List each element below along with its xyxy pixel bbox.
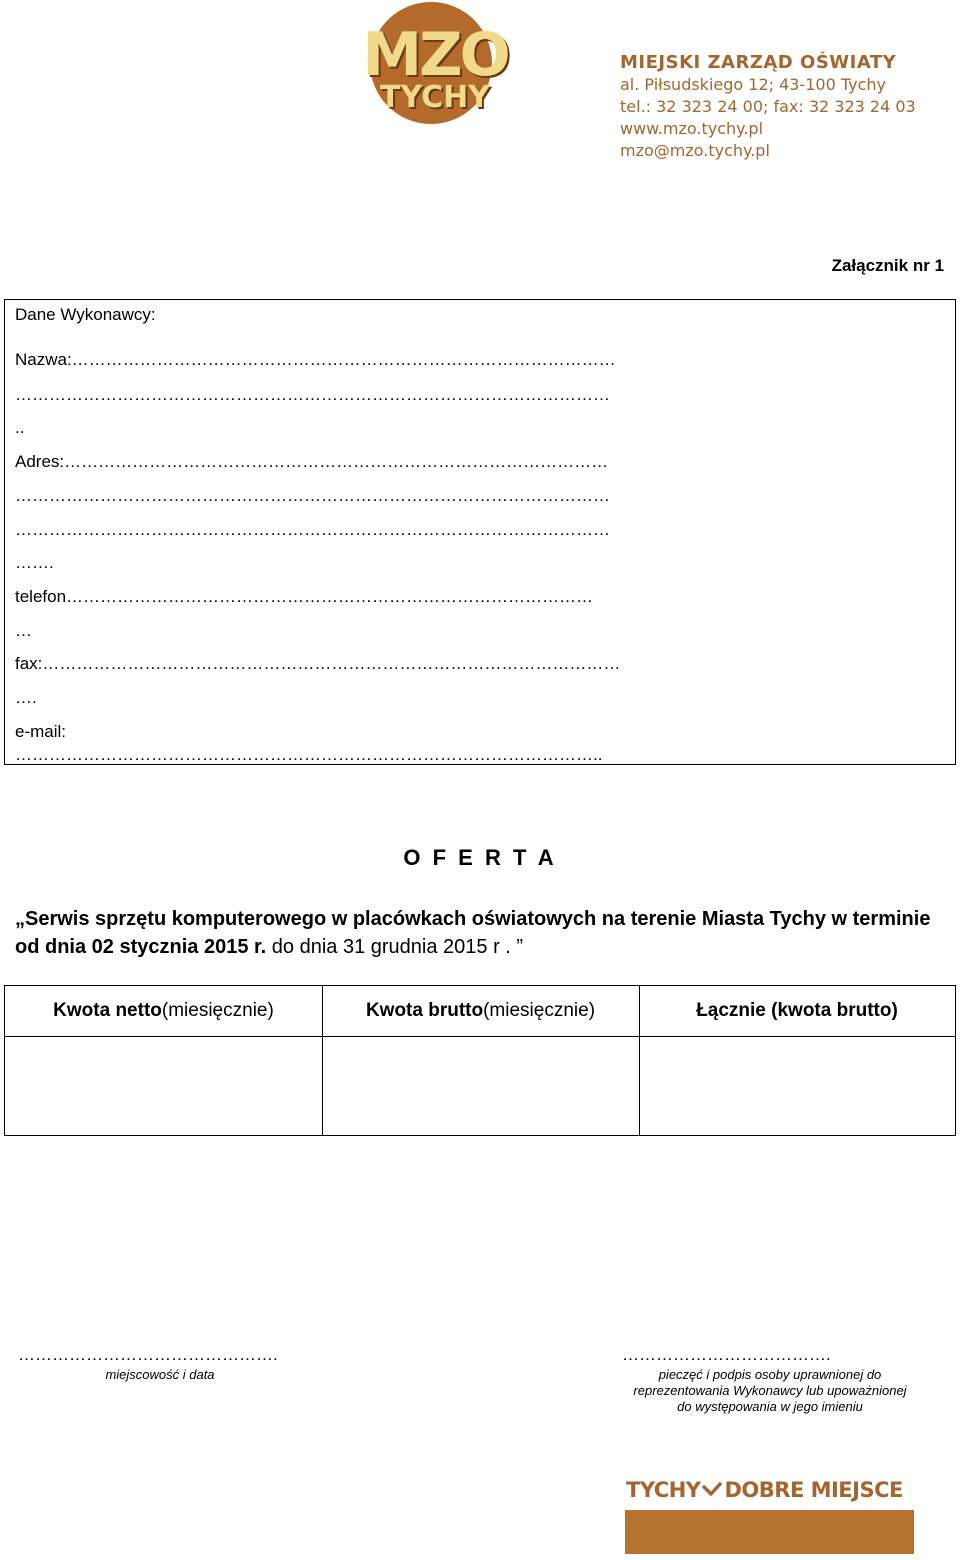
signature-caption-line1: pieczęć i podpis osoby uprawnionej do [658, 1367, 882, 1382]
contractor-name-field[interactable]: Nazwa:…………………………………………………………………………………… [15, 350, 616, 369]
attachment-label: Załącznik nr 1 [831, 256, 944, 275]
signature-field[interactable]: ………………………………. [622, 1345, 831, 1364]
contractor-fax-field[interactable]: fax:………………………………………………………………………………………… [15, 654, 621, 673]
offer-subject-bold: „Serwis sprzętu komputerowego w placówkach oświatowych na terenie Miasta Tychy w terminie od dnia 02 stycznia 2015 r. [15, 908, 931, 958]
contractor-data-box [4, 299, 956, 765]
contractor-fax-field-end: …. [15, 688, 37, 707]
price-cell-net[interactable] [5, 1037, 322, 1135]
price-table [4, 985, 956, 1136]
organization-address: al. Piłsudskiego 12; 43-100 Tychy [620, 75, 887, 94]
contractor-name-field-cont[interactable]: …………………………………………………………………………………………… [15, 385, 610, 404]
contractor-email-field[interactable]: ………………………………………………………………………………………….. [15, 745, 603, 764]
contractor-phone-field[interactable]: telefon………………………………………………………………………………… [15, 587, 594, 606]
contractor-name-field-end: .. [15, 418, 25, 437]
place-date-field[interactable]: ………………………………………. [18, 1345, 278, 1364]
offer-title: O F E R T A [403, 845, 557, 870]
contractor-email-label: e-mail: [15, 722, 67, 741]
footer-brand-right: DOBRE MIEJSCE [724, 1478, 903, 1502]
footer-brand-left: TYCHY [626, 1478, 701, 1502]
contractor-address-field-cont1[interactable]: …………………………………………………………………………………………… [15, 486, 610, 505]
signature-caption [610, 1367, 930, 1415]
check-mark-icon [702, 1478, 722, 1502]
contractor-address-field[interactable]: Adres:…………………………………………………………………………………… [15, 452, 609, 471]
mzo-tychy-logo [360, 2, 510, 126]
organization-website[interactable]: www.mzo.tychy.pl [620, 119, 764, 138]
organization-info [620, 52, 916, 162]
offer-subject [15, 905, 935, 961]
price-header-net-bold: Kwota netto [53, 1000, 162, 1021]
price-header-gross-bold: Kwota brutto [365, 1000, 484, 1021]
contractor-heading: Dane Wykonawcy: [15, 305, 156, 324]
price-header-net-normal: (miesięcznie) [161, 1000, 274, 1021]
price-header-gross-normal: (miesięcznie) [483, 1000, 596, 1021]
price-header-total-bold: Łącznie (kwota brutto) [696, 1000, 898, 1021]
contractor-address-field-cont2[interactable]: …………………………………………………………………………………………… [15, 520, 610, 539]
logo-text-mzo: MZO [362, 20, 508, 90]
footer-brand [626, 1478, 914, 1504]
organization-name: MIEJSKI ZARZĄD OŚWIATY [620, 52, 897, 73]
contractor-address-field-end: ……. [15, 553, 54, 572]
logo-text-tychy: TYCHY [380, 80, 490, 115]
price-cell-gross[interactable] [323, 1037, 639, 1135]
signature-caption-line2: reprezentowania Wykonawcy lub upoważnionej [633, 1383, 907, 1398]
signature-caption-line3: do występowania w jego imieniu [677, 1399, 863, 1414]
price-header-gross [322, 986, 639, 1036]
price-cell-total[interactable] [640, 1037, 955, 1135]
price-header-total [639, 986, 955, 1036]
contractor-phone-field-end: … [15, 621, 32, 640]
organization-email[interactable]: mzo@mzo.tychy.pl [620, 141, 770, 160]
offer-subject-normal: do dnia 31 grudnia 2015 r . ” [266, 936, 524, 958]
footer-color-bar [625, 1510, 914, 1554]
organization-phone-fax: tel.: 32 323 24 00; fax: 32 323 24 03 [620, 97, 916, 116]
place-date-caption: miejscowość i data [105, 1367, 215, 1382]
price-header-net [5, 986, 322, 1036]
